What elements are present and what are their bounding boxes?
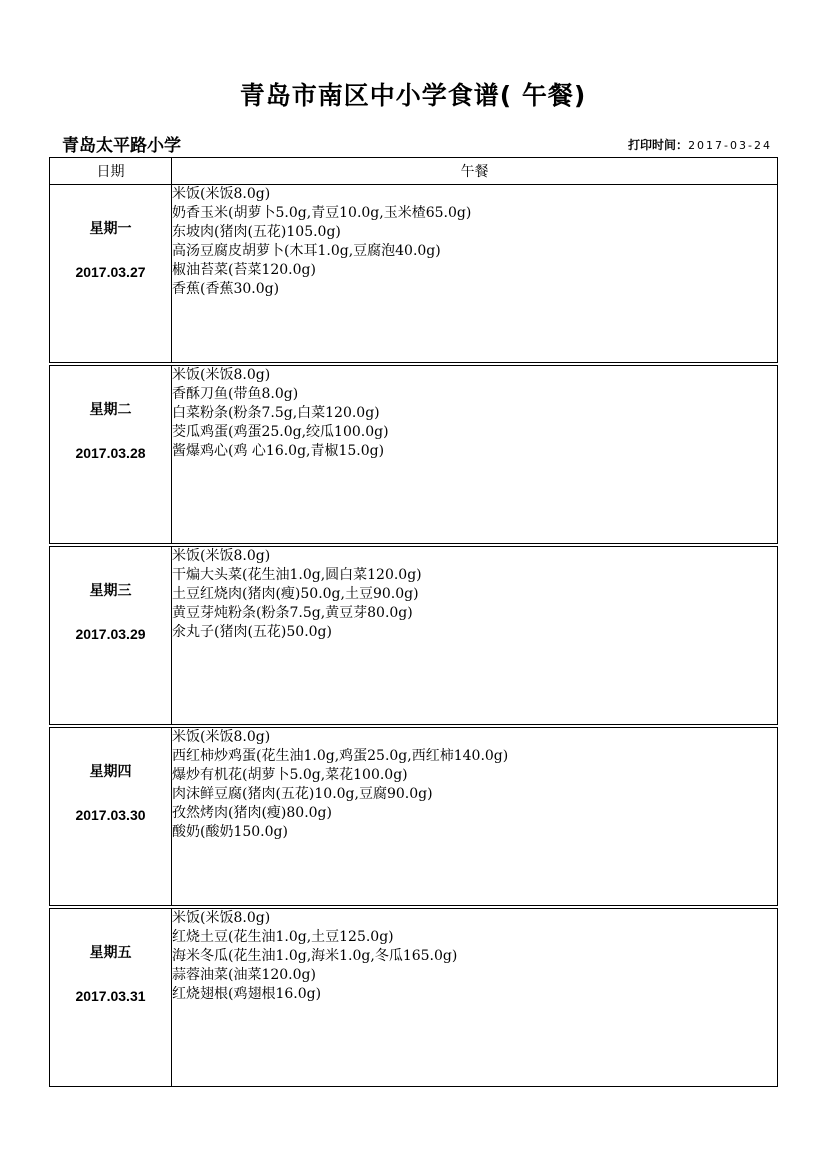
school-name: 青岛太平路小学 (62, 136, 181, 156)
table-row (50, 366, 778, 544)
date-cell (50, 185, 172, 363)
dish-item: 奶香玉米(胡萝卜5.0g,青豆10.0g,玉米楂65.0g) (172, 205, 472, 221)
meal-cell (172, 366, 778, 544)
table-row (50, 728, 778, 906)
weekday-label: 星期四 (89, 764, 132, 780)
dish-item: 孜然烤肉(猪肉(瘦)80.0g) (172, 805, 332, 821)
dish-item: 米饭(米饭8.0g) (172, 367, 271, 383)
date-cell (50, 366, 172, 544)
dish-item: 红烧翅根(鸡翅根16.0g) (172, 986, 322, 1002)
print-time (628, 136, 772, 153)
table-row (50, 185, 778, 363)
weekday-label: 星期二 (89, 402, 132, 418)
dish-item: 米饭(米饭8.0g) (172, 729, 271, 745)
dish-item: 酸奶(酸奶150.0g) (172, 824, 288, 840)
weekday-label: 星期五 (89, 945, 132, 961)
dish-item: 爆炒有机花(胡萝卜5.0g,菜花100.0g) (172, 767, 408, 783)
header-date: 日期 (50, 158, 172, 185)
dish-item: 茭瓜鸡蛋(鸡蛋25.0g,绞瓜100.0g) (172, 424, 389, 440)
dish-item: 海米冬瓜(花生油1.0g,海米1.0g,冬瓜165.0g) (172, 948, 458, 964)
dish-item: 米饭(米饭8.0g) (172, 910, 271, 926)
dish-item: 米饭(米饭8.0g) (172, 548, 271, 564)
dish-item: 西红柿炒鸡蛋(花生油1.0g,鸡蛋25.0g,西红柿140.0g) (172, 748, 509, 764)
weekday-label: 星期一 (89, 221, 132, 237)
meal-cell (172, 547, 778, 725)
date-label: 2017.03.27 (75, 264, 146, 280)
header-lunch: 午餐 (172, 158, 778, 185)
dish-item: 氽丸子(猪肉(五花)50.0g) (172, 624, 332, 640)
dish-item: 酱爆鸡心(鸡 心16.0g,青椒15.0g) (172, 443, 385, 459)
print-time-label: 打印时间： (628, 138, 689, 152)
table-row (50, 909, 778, 1087)
dish-item: 干煸大头菜(花生油1.0g,圆白菜120.0g) (172, 567, 422, 583)
meal-cell (172, 909, 778, 1087)
dish-item: 东坡肉(猪肉(五花)105.0g) (172, 224, 341, 240)
dish-item: 香酥刀鱼(带鱼8.0g) (172, 386, 299, 402)
page-title: 青岛市南区中小学食谱( 午餐) (239, 81, 587, 110)
dish-item: 蒜蓉油菜(油菜120.0g) (172, 967, 316, 983)
meal-cell (172, 728, 778, 906)
dish-item: 黄豆芽炖粉条(粉条7.5g,黄豆芽80.0g) (172, 605, 413, 621)
date-label: 2017.03.28 (75, 445, 146, 461)
dish-item: 肉沫鲜豆腐(猪肉(五花)10.0g,豆腐90.0g) (172, 786, 433, 802)
date-cell (50, 547, 172, 725)
table-row (50, 547, 778, 725)
date-label: 2017.03.31 (75, 988, 146, 1004)
dish-item: 白菜粉条(粉条7.5g,白菜120.0g) (172, 405, 380, 421)
dish-item: 椒油苔菜(苔菜120.0g) (172, 262, 316, 278)
date-cell (50, 909, 172, 1087)
dish-item: 红烧土豆(花生油1.0g,土豆125.0g) (172, 929, 394, 945)
date-cell (50, 728, 172, 906)
weekday-label: 星期三 (89, 583, 132, 599)
menu-table (49, 157, 778, 1087)
table-header-row (50, 158, 778, 185)
dish-item: 米饭(米饭8.0g) (172, 186, 271, 202)
print-time-value: 2017-03-24 (688, 139, 772, 152)
meal-cell (172, 185, 778, 363)
date-label: 2017.03.29 (75, 626, 146, 642)
dish-item: 香蕉(香蕉30.0g) (172, 281, 280, 297)
dish-item: 土豆红烧肉(猪肉(瘦)50.0g,土豆90.0g) (172, 586, 419, 602)
dish-item: 高汤豆腐皮胡萝卜(木耳1.0g,豆腐泡40.0g) (172, 243, 441, 259)
date-label: 2017.03.30 (75, 807, 146, 823)
